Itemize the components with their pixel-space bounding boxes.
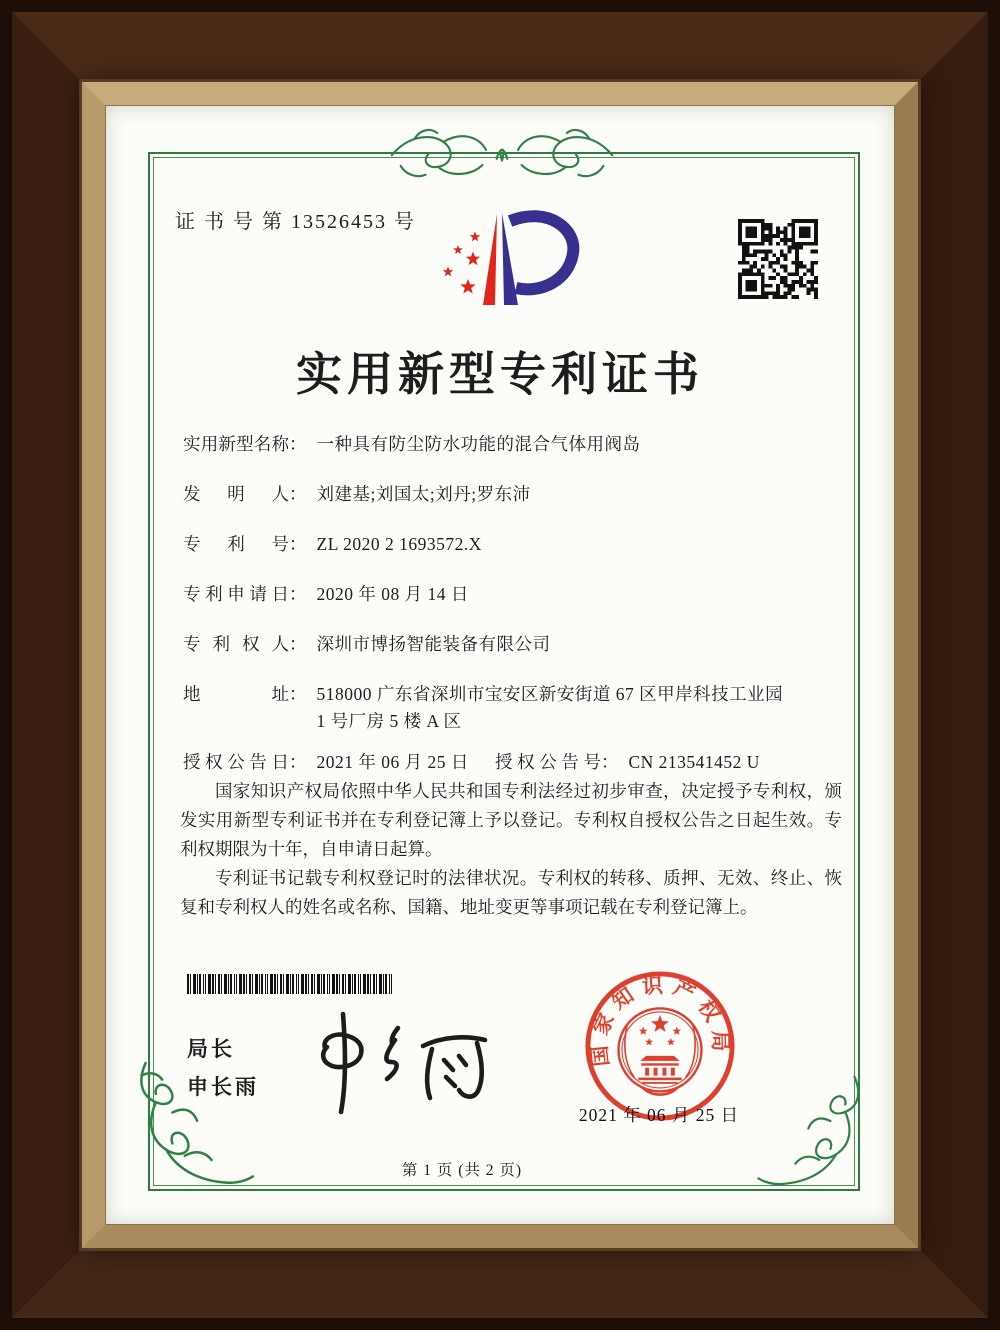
field-row-address (183, 681, 855, 735)
field-label: 专利号 (183, 534, 289, 554)
field-label: 地址 (183, 684, 289, 704)
field-label: 专利申请日 (183, 584, 289, 604)
colon: ： (289, 684, 307, 704)
field-value: 深圳市博扬智能装备有限公司 (316, 634, 551, 654)
field-value: 2020 年 08 月 14 日 (316, 584, 469, 604)
certificate-page (105, 105, 895, 1225)
colon: ： (289, 434, 307, 454)
field-value: 518000 广东省深圳市宝安区新安街道 67 区甲岸科技工业园 1 号厂房 5 楼 A 区 (316, 684, 784, 731)
colon: ： (289, 534, 307, 554)
legal-paragraph-1: 国家知识产权局依照中华人民共和国专利法经过初步审查，决定授予专利权，颁发实用新型专利证书并在专利登记簿上予以登记。专利权自授权公告之日起生效。专利权期限为十年，自申请日起算。 (180, 781, 842, 859)
legal-paragraph-2: 专利证书记载专利权登记时的法律状况。专利权的转移、质押、无效、终止、恢复和专利权人的姓名或名称、国籍、地址变更等事项记载在专利登记簿上。 (180, 868, 842, 917)
gold-frame-trim (82, 82, 918, 1248)
grant-date-value: 2021 年 06 月 25 日 (316, 752, 469, 772)
director-signature-icon (303, 1008, 503, 1116)
field-label: 专利权人 (183, 634, 289, 654)
legal-text (180, 777, 842, 922)
field-row-filing-date (183, 581, 855, 607)
field-value: 刘建基;刘国太;刘丹;罗东沛 (316, 484, 531, 504)
grant-number-pair (495, 749, 760, 775)
field-label: 授权公告号 (495, 752, 601, 772)
seal-date: 2021 年 06 月 25 日 (578, 1105, 740, 1125)
certificate-fields (183, 431, 855, 799)
certificate-title: 实用新型专利证书 (296, 349, 704, 400)
colon: ： (601, 752, 619, 772)
page-number: 第 1 页 (共 2 页) (401, 1162, 523, 1179)
dragon-scroll-ornament-icon (148, 125, 856, 189)
field-row-patentee (183, 631, 855, 657)
wooden-frame (12, 12, 988, 1318)
grant-number-value: CN 213541452 U (628, 752, 760, 772)
colon: ： (289, 634, 307, 654)
field-row-name (183, 431, 855, 457)
signer-title: 局长 (187, 1038, 235, 1061)
seal-text: 国家知识产权局 (588, 974, 731, 1068)
barcode-icon (187, 974, 395, 994)
colon: ： (289, 752, 307, 772)
field-row-inventors (183, 481, 855, 507)
field-row-patent-no (183, 531, 855, 557)
colon: ： (289, 484, 307, 504)
cnipa-logo-icon (440, 193, 602, 333)
field-label: 实用新型名称 (183, 434, 289, 454)
field-row-grant (183, 749, 855, 775)
colon: ： (289, 584, 307, 604)
qr-code-icon (738, 219, 818, 299)
field-label: 发明人 (183, 484, 289, 504)
certificate-number: 证 书 号 第 13526453 号 (175, 211, 416, 233)
field-label: 授权公告日 (183, 752, 289, 772)
field-value: 一种具有防尘防水功能的混合气体用阀岛 (316, 434, 641, 454)
field-value: ZL 2020 2 1693572.X (316, 534, 482, 554)
signer-name: 申长雨 (187, 1076, 259, 1099)
cnipa-official-seal-icon (581, 967, 739, 1125)
